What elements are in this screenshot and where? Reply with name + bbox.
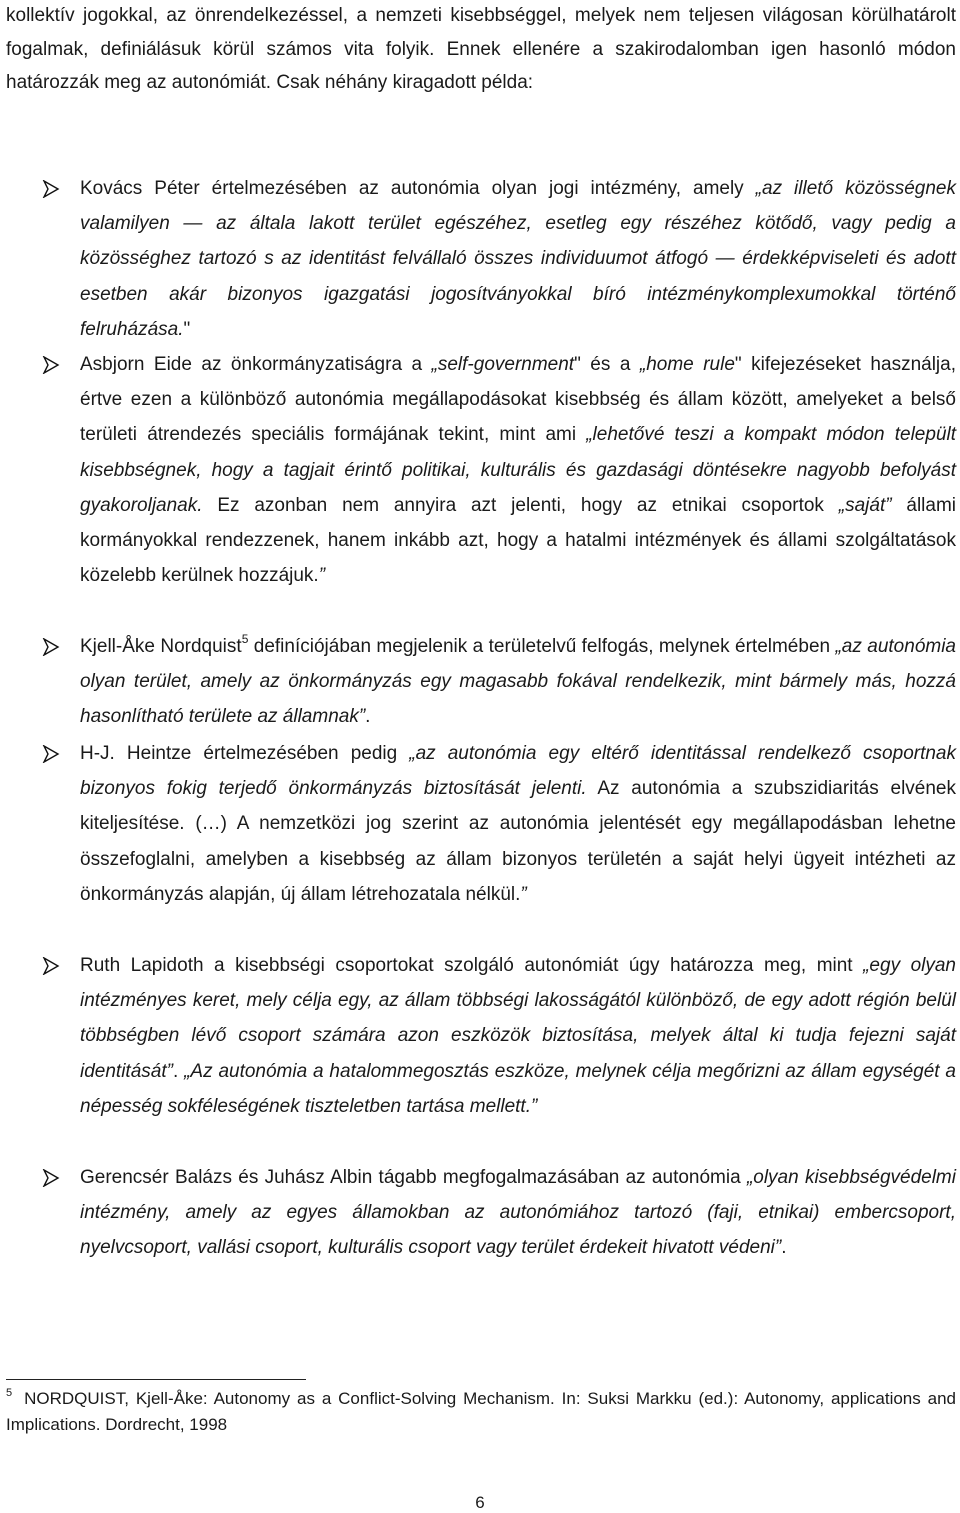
intro-line: kollektív jogokkal, az önrendelkezéssel, a nemzeti kisebbséggel, melyek nem teljesen — [6, 5, 755, 26]
quote: „Az autonómia a hatalommegosztás eszköze, melynek célja megőrizni az állam egységét a népesség sokféleségének tiszteletben tartása mellett.” — [80, 1060, 957, 1117]
quote: „egy olyan intézményes keret, mely célja egy, az állam többségi lakosságától különböző, de egy adott régión belül többségben lévő csoport számára azon eszközök biztosítása, melyek által ki tudja fejezni saját identitását” — [80, 955, 956, 1082]
list-item-lapidoth: Ruth Lapidoth a kisebbségi csoportokat szolgáló autonómiát úgy határozza meg, mint „egy olyan intézményes keret, mely célja egy, az állam többségi lakosságától különböző, de egy adott régión belül többségben lévő csoport számára azon eszközök biztosítása, melyek által ki tudja fejezni saját identitását”. „Az autonómia a hatalommegosztás eszköze, melynek célja megőrizni az állam egységét a népesség sokféleségének tiszteletben tartása mellett.” — [80, 948, 956, 1124]
arrowhead-bullet-icon — [40, 736, 64, 771]
quote: „lehetővé teszi a kompakt módon települt kisebbségnek, hogy a tagjait érintő politikai, kulturális és gazdasági döntésekre nagyobb befolyást gyakoroljanak. — [80, 424, 957, 516]
quote: „az autonómia egy eltérő identitással rendelkező csoportnak bizonyos fokig terjedő önkormányzás biztosítását jelenti. — [80, 743, 956, 800]
intro-line: kiragadott példa: — [392, 72, 534, 93]
footnote-text: NORDQUIST, Kjell-Åke: Autonomy as a Conflict-Solving Mechanism. In: Suksi Markku (ed.): Autonomy, applications and Implications. Dordrecht, 1998 — [6, 1389, 956, 1434]
arrowhead-bullet-icon — [40, 629, 64, 664]
list-item-kovacs: Kovács Péter értelmezésében az autonómia olyan jogi intézmény, amely „az illető közösségnek valamilyen — az általa lakott terület egészéhez, esetleg egy részéhez kötődő, vagy pedig a közösséghez tartozó s az identitást felvállaló összes individuumot átfogó — érdekképviseleti és adott esetben akár bizonyos igazgatási jogosítványokkal bíró intézménykomplexumokkal történő felruházása." — [80, 171, 956, 347]
footnote-number: 5 — [6, 1387, 13, 1399]
arrowhead-bullet-icon — [40, 347, 64, 382]
arrowhead-bullet-icon — [40, 1160, 64, 1195]
quote: „az autonómia olyan terület, amely az önkormányzás egy magasabb fokával rendelkezik, mint bármely más, hozzá hasonlítható területe az államnak” — [80, 636, 957, 728]
quote: „az illető közösségnek valamilyen — az általa lakott terület egészéhez, esetleg egy részéhez kötődő, vagy pedig a közösséghez tartozó s az identitást felvállaló összes individuumot átfogó — érdekképviseleti és adott esetben akár bizonyos igazgatási jogosítványokkal bíró intézménykomplexumokkal történő felruházása. — [80, 178, 957, 340]
list-item-heintze: H-J. Heintze értelmezésében pedig „az autonómia egy eltérő identitással rendelkező csoportnak bizonyos fokig terjedő önkormányzás biztosítását jelenti. Az autonómia a szubszidiaritás elvének kiteljesítése. (…) A nemzetközi jog szerint az autonómia jelentését egy megállapodásban lehetne összefoglalni, amelyben a kisebbség az állam bizonyos területén a saját helyi ügyeit intézheti az önkormányzás alapján, új állam létrehozatala nélkül.” — [80, 736, 956, 912]
intro-paragraph — [6, 0, 956, 100]
footnote — [6, 1386, 956, 1438]
list-item-gerencser: Gerencsér Balázs és Juhász Albin tágabb megfogalmazásában az autonómia „olyan kisebbségvédelmi intézmény, amely az egyes államokban az autonómiához tartozó (faji, etnikai) embercsoport, nyelvcsoport, vallási csoport, kulturális csoport vagy terület érdekeit hivatott védeni”. — [80, 1160, 956, 1266]
intro-line: szakirodalomban igen hasonló módon határozzák meg az autonómiát. Csak néhány — [6, 38, 956, 93]
footnote-separator — [6, 1379, 306, 1380]
footnote-ref: 5 — [241, 632, 249, 646]
list-item-eide: Asbjorn Eide az önkormányzatiságra a „self-government" és a „home rule" kifejezéseket használja, értve ezen a különböző autonómia megállapodásokat kisebbség és állam között, amelyeket a belső területi átrendezés speciális formájának tekint, mint ami „lehetővé teszi a kompakt módon települt kisebbségnek, hogy a tagjait érintő politikai, kulturális és gazdasági döntésekre nagyobb befolyást gyakoroljanak. Ez azonban nem annyira azt jelenti, hogy az etnikai csoportok „saját” állami kormányokkal rendezzenek, hanem inkább azt, hogy a hatalmi intézmények és állami szolgáltatások közelebb kerülnek hozzájuk.” — [80, 347, 956, 593]
list-item-nordquist: Kjell-Åke Nordquist$^5$ definíciójában megjelenik a területelvű felfogás, melynek értelmében „az autonómia olyan terület, amely az önkormányzás egy magasabb fokával rendelkezik, mint bármely más, hozzá hasonlítható területe az államnak”. — [80, 629, 956, 735]
quote: „olyan kisebbségvédelmi intézmény, amely az egyes államokban az autonómiához tartozó (faji, etnikai) embercsoport, nyelvcsoport, vallási csoport, kulturális csoport vagy terület érdekeit hivatott védeni” — [80, 1167, 956, 1259]
arrowhead-bullet-icon — [40, 948, 64, 983]
page-number: 6 — [475, 1493, 485, 1512]
intro-line: világosan körülhatárolt fogalmak, definiálásuk körül számos vita folyik. Ennek ellenére a — [6, 5, 956, 60]
arrowhead-bullet-icon — [40, 171, 64, 206]
